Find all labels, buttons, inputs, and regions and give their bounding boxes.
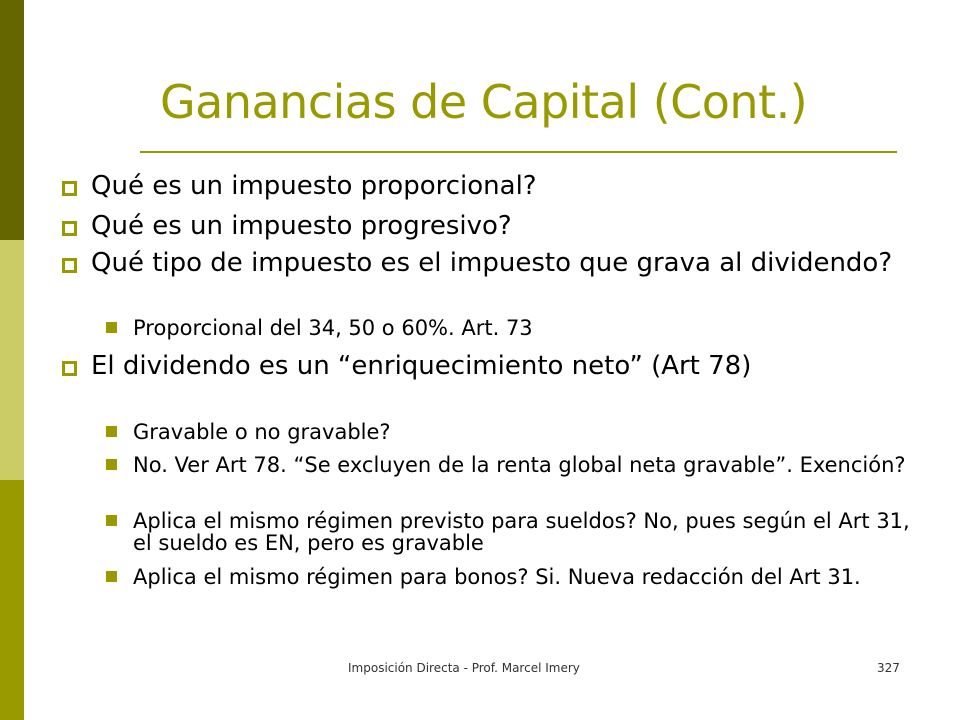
sub-bullet-square-icon [106,459,117,470]
bullet-2: Qué es un impuesto progresivo? [91,211,512,241]
bullet-square-icon [62,258,77,273]
sub-bullet-square-icon [106,426,117,437]
sub-bullet-4-2: No. Ver Art 78. “Se excluyen de la renta global neta gravable”. Exención? [133,453,906,477]
bullet-3: Qué tipo de impuesto es el impuesto que grava al dividendo? [91,248,893,278]
sub-bullet-3-1: Proporcional del 34, 50 o 60%. Art. 73 [133,316,533,340]
sub-bullet-square-icon [106,322,117,333]
bullet-square-icon [62,361,77,376]
sub-bullet-4-3: Aplica el mismo régimen previsto para sueldos? No, pues según el Art 31, el sueldo es EN, pero es gravable [133,509,910,555]
sub-bullet-square-icon [106,571,117,582]
bullet-square-icon [62,181,77,196]
sub-bullet-square-icon [106,515,117,526]
bullet-1: Qué es un impuesto proporcional? [91,171,537,201]
bullet-square-icon [62,221,77,236]
slide-title: Ganancias de Capital (Cont.) [160,75,808,129]
footer-text: Imposición Directa - Prof. Marcel Imery [348,661,580,675]
sub-bullet-4-1: Gravable o no gravable? [133,420,391,444]
sub-bullet-4-4: Aplica el mismo régimen para bonos? Si. Nueva redacción del Art 31. [133,565,861,589]
bullet-4: El dividendo es un “enriquecimiento neto” (Art 78) [91,351,752,381]
page-number: 327 [877,661,900,675]
